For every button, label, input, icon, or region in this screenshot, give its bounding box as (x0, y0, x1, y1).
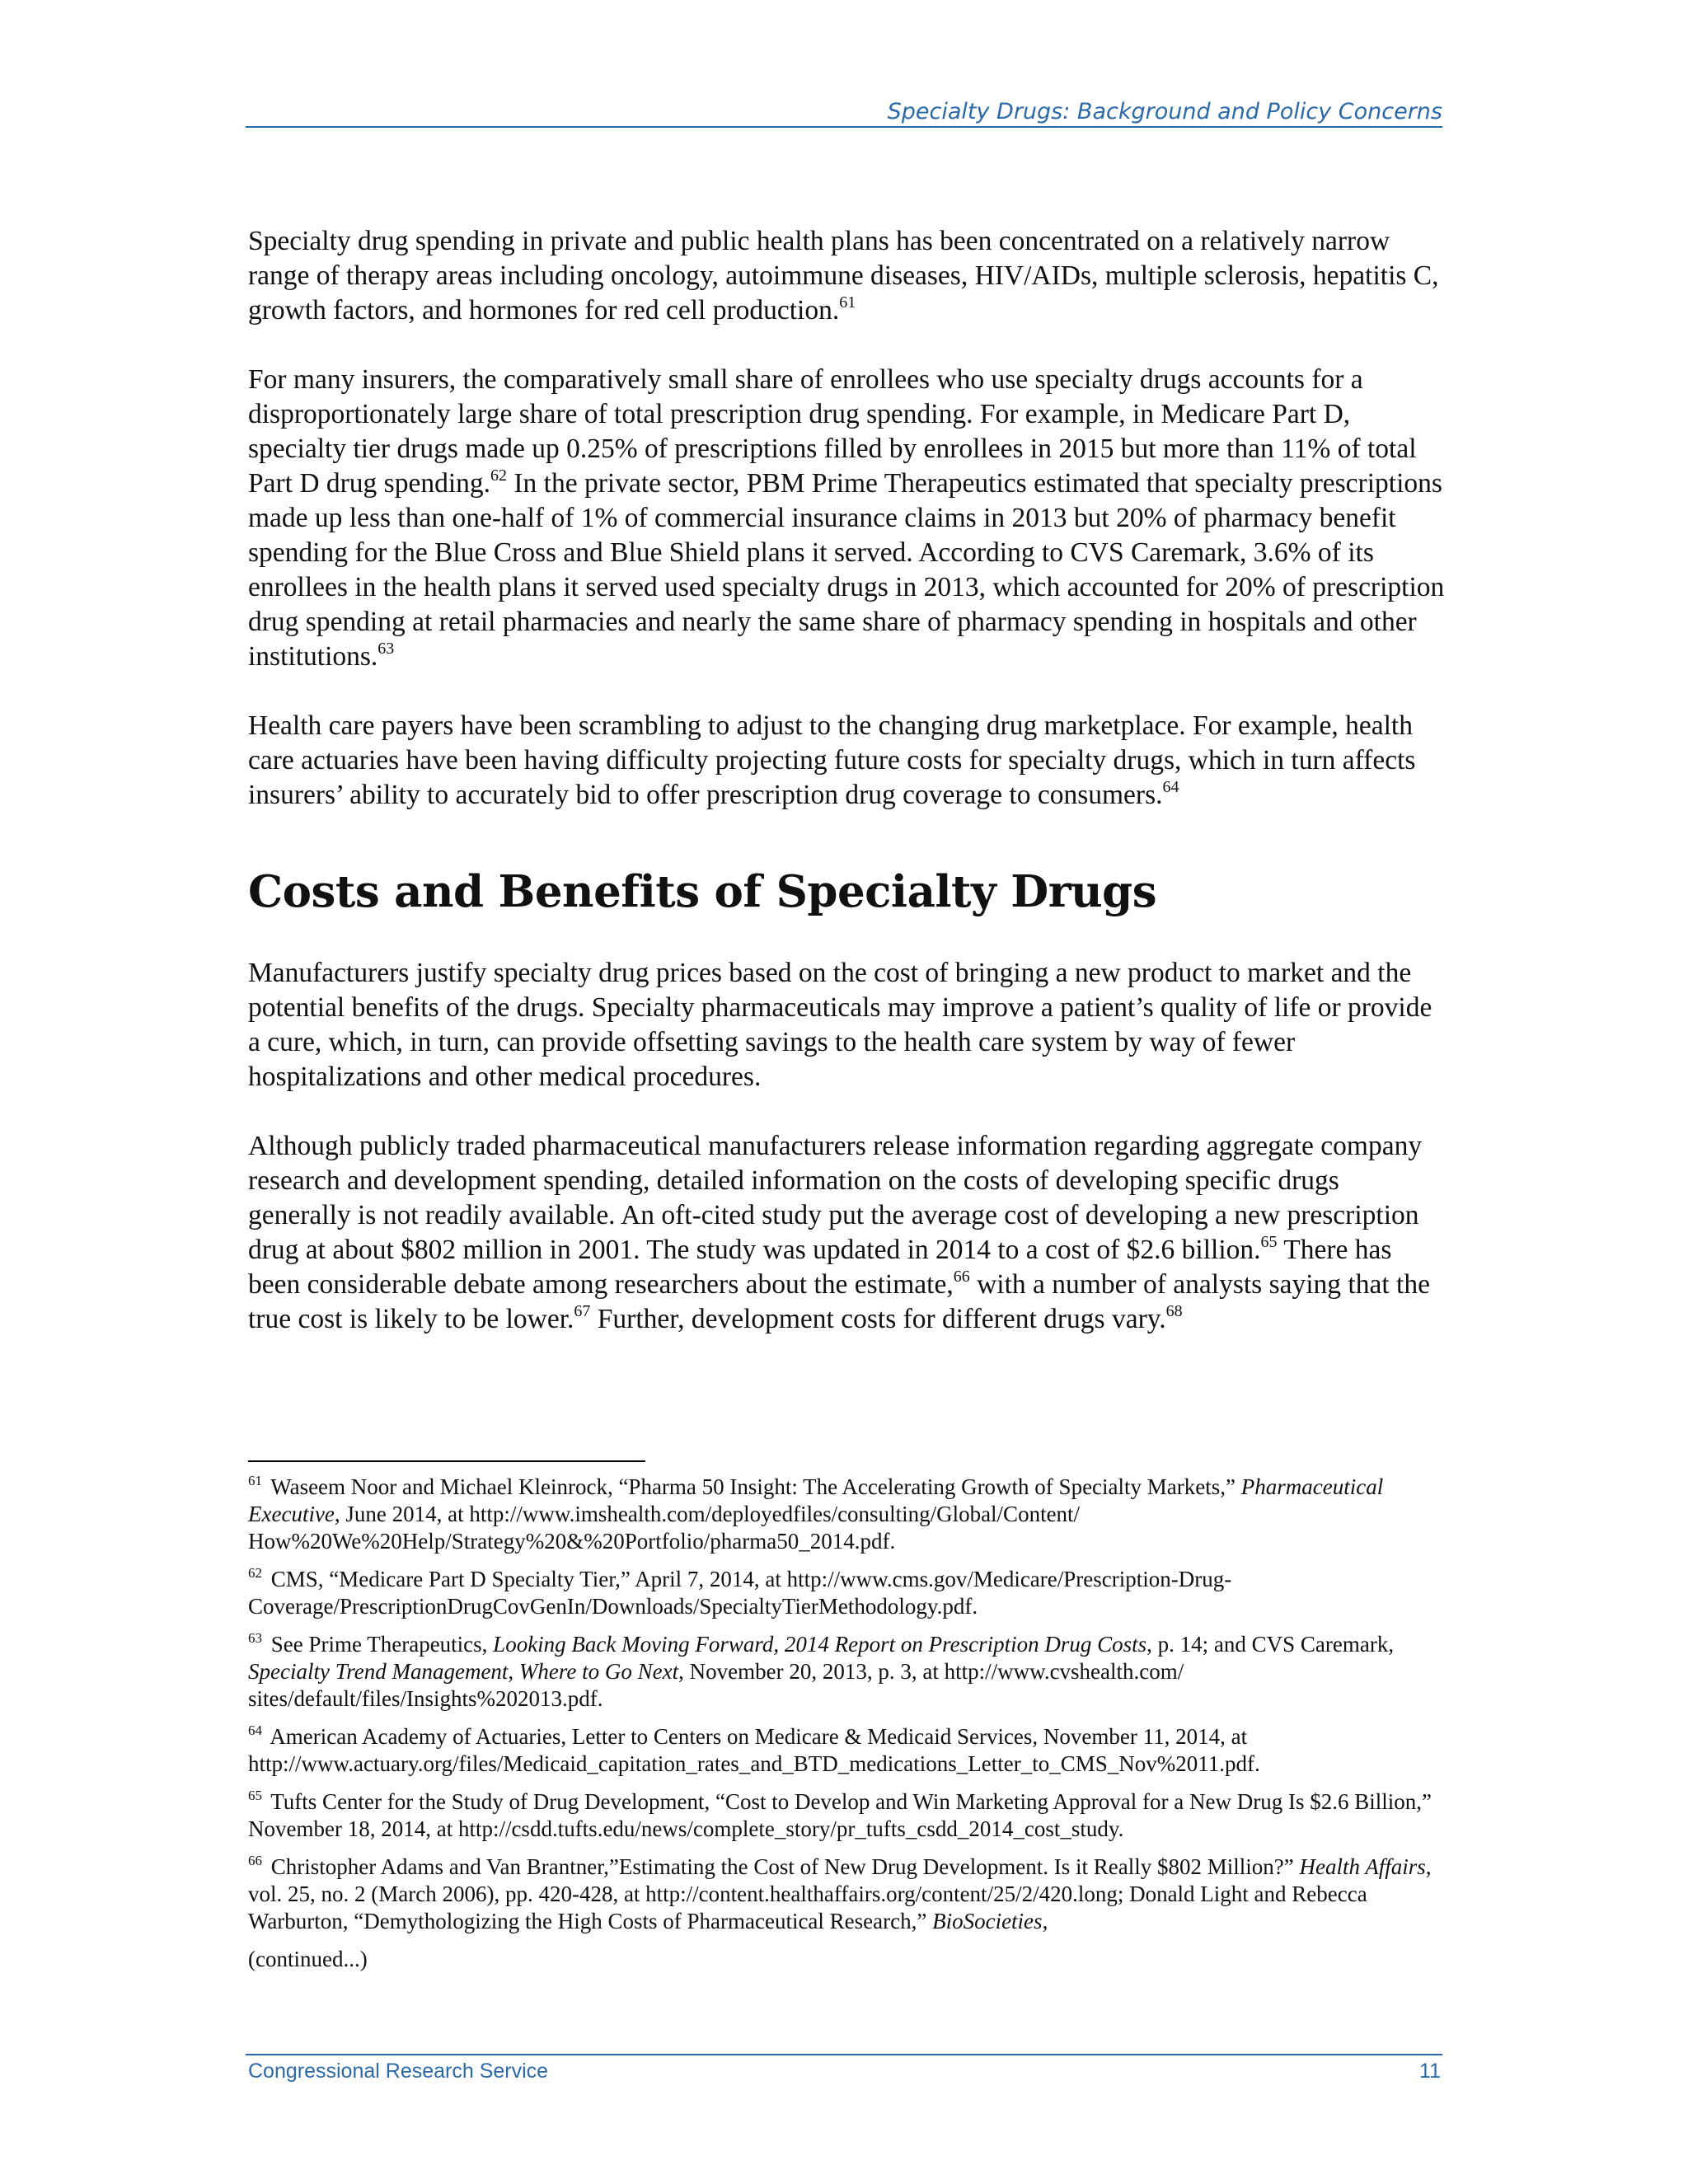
paragraph-2-text-b: In the private sector, PBM Prime Therapeutics estimated that specialty prescriptions made up less than one-half of 1% of commercial insurance claims in 2013 but 20% of pharmacy benefit spending for the Blue Cross and Blue Shield plans it served. According to CVS Caremark, 3.6% of its enrollees in the health plans it served used specialty drugs in 2013, which accounted for 20% of prescription drug spending at retail pharmacies and nearly the same share of pharmacy spending in hospitals and other institutions. (248, 468, 1445, 672)
footnote-ref-68[interactable]: 68 (1165, 1302, 1183, 1320)
footnote-ref-63[interactable]: 63 (377, 640, 395, 658)
paragraph-5-text-d: Further, development costs for different drugs vary. (590, 1304, 1166, 1334)
paragraph-5-text-c: with a number of analysts saying that the true cost is likely to be lower. (248, 1269, 1430, 1334)
section-heading: Costs and Benefits of Specialty Drugs (248, 866, 1157, 917)
footnote-ref-62[interactable]: 62 (490, 466, 508, 485)
footnote-number: 65 (248, 1788, 262, 1803)
footnote-text: See Prime Therapeutics, (265, 1632, 494, 1657)
paragraph-2-text-a: For many insurers, the comparatively small share of enrollees who use specialty drugs accounts for a disproportionately large share of total prescription drug spending. For example, in Medicare Part D, specialty tier drugs made up 0.25% of prescriptions filled by enrollees in 2015 but more than 11% of total Part D drug spending. (248, 364, 1417, 499)
paragraph-1-text: Specialty drug spending in private and public health plans has been concentrated on a relatively narrow range of therapy areas including oncology, autoimmune diseases, HIV/AIDs, multiple sclerosis, hepatitis C, growth factors, and hormones for red cell production. (248, 226, 1439, 326)
footnote-61 (248, 1474, 1447, 1555)
footnote-ref-65[interactable]: 65 (1260, 1233, 1278, 1251)
footnote-text: Tufts Center for the Study of Drug Development, “Cost to Develop and Win Marketing Approval for a New Drug Is $2.6 Billion,” November 18, 2014, at http://csdd.tufts.edu/news/complete_story/pr_tufts_csdd_2014_cost_study. (248, 1789, 1432, 1841)
footnote-64 (248, 1723, 1447, 1778)
footnote-text: CMS, “Medicare Part D Specialty Tier,” April 7, 2014, at http://www.cms.gov/Medicare/Prescription-Drug-Coverage/PrescriptionDrugCovGenIn/Downloads/SpecialtyTierMethodology.pdf. (248, 1567, 1232, 1619)
running-header-title: Specialty Drugs: Background and Policy Concerns (887, 99, 1442, 124)
paragraph-1 (248, 224, 1447, 328)
paragraph-4-text: Manufacturers justify specialty drug prices based on the cost of bringing a new product to market and the potential benefits of the drugs. Specialty pharmaceuticals may improve a patient’s quality of life or provide a cure, which, in turn, can provide offsetting savings to the health care system by way of fewer hospitalizations and other medical procedures. (248, 958, 1432, 1092)
footnote-text: Christopher Adams and Van Brantner,”Estimating the Cost of New Drug Development. Is it Really $802 Million?” (265, 1854, 1300, 1879)
footer-organization: Congressional Research Service (248, 2060, 549, 2083)
paragraph-4 (248, 956, 1447, 1094)
footnote-number: 61 (248, 1473, 262, 1488)
footnote-publication-title: Specialty Trend Management, Where to Go Next (248, 1659, 679, 1684)
page-number: 11 (1419, 2060, 1441, 2083)
footnote-ref-66[interactable]: 66 (953, 1268, 970, 1286)
footnote-text: , (1042, 1909, 1048, 1933)
footnote-number: 63 (248, 1630, 262, 1646)
footnote-ref-67[interactable]: 67 (574, 1302, 591, 1320)
footnote-publication-title: Health Affairs (1299, 1854, 1426, 1879)
paragraph-3-text: Health care payers have been scrambling to adjust to the changing drug marketplace. For example, health care actuaries have been having difficulty projecting future costs for specialty drugs, which in turn affects insurers’ ability to accurately bid to offer prescription drug coverage to consumers. (248, 710, 1416, 810)
footnote-text: , vol. 25, no. 2 (March 2006), pp. 420-428, at http://content.healthaffairs.org/content/25/2/420.long; Donald Light and Rebecca Warburton, “Demythologizing the High Costs of Pharmaceutical Research,” (248, 1854, 1432, 1933)
footnotes-continued: (continued...) (248, 1947, 368, 1971)
paragraph-5 (248, 1129, 1447, 1337)
footnote-text: , November 20, 2013, p. 3, at http://www.cvshealth.com/ sites/default/files/Insights%202013.pdf. (248, 1659, 1184, 1711)
paragraph-5-text-a: Although publicly traded pharmaceutical manufacturers release information regarding aggregate company research and development spending, detailed information on the costs of developing specific drugs generally is not readily available. An oft-cited study put the average cost of developing a new prescription drug at about $802 million in 2001. The study was updated in 2014 to a cost of $2.6 billion. (248, 1131, 1423, 1265)
footnote-number: 62 (248, 1565, 262, 1581)
footnote-62 (248, 1566, 1447, 1620)
footnotes (248, 1474, 1447, 1973)
footer-rule (246, 2054, 1442, 2055)
footnote-publication-title: Looking Back Moving Forward, 2014 Report on Prescription Drug Costs (493, 1632, 1147, 1657)
body-text (248, 224, 1447, 1337)
footnote-publication-title: Pharmaceutical Executive (248, 1474, 1384, 1526)
footnote-separator (248, 1460, 645, 1462)
paragraph-5-text-b: There has been considerable debate among researchers about the estimate, (248, 1235, 1392, 1300)
footnote-text: , p. 14; and CVS Caremark, (1146, 1632, 1395, 1657)
paragraph-3 (248, 709, 1447, 813)
footnote-number: 66 (248, 1853, 262, 1868)
footnote-63 (248, 1631, 1447, 1713)
paragraph-2 (248, 363, 1447, 674)
footnote-ref-64[interactable]: 64 (1162, 778, 1179, 796)
footnote-publication-title: BioSocieties (932, 1909, 1043, 1933)
footnote-text: American Academy of Actuaries, Letter to Centers on Medicare & Medicaid Services, November 11, 2014, at http://www.actuary.org/files/Medicaid_capitation_rates_and_BTD_medications_Letter_to_CMS_Nov%2011.pdf. (248, 1724, 1260, 1776)
header-rule (246, 126, 1442, 128)
footnote-text: Waseem Noor and Michael Kleinrock, “Pharma 50 Insight: The Accelerating Growth of Specialty Markets,” (265, 1474, 1241, 1499)
footnote-ref-61[interactable]: 61 (839, 293, 856, 312)
footnote-text: , June 2014, at http://www.imshealth.com/deployedfiles/consulting/Global/Content/ How%20We%20Help/Strategy%20&%20Portfolio/pharma50_2014.pdf. (248, 1502, 1081, 1554)
footnote-66 (248, 1854, 1447, 1935)
footnote-65 (248, 1788, 1447, 1843)
footnote-number: 64 (248, 1722, 262, 1738)
